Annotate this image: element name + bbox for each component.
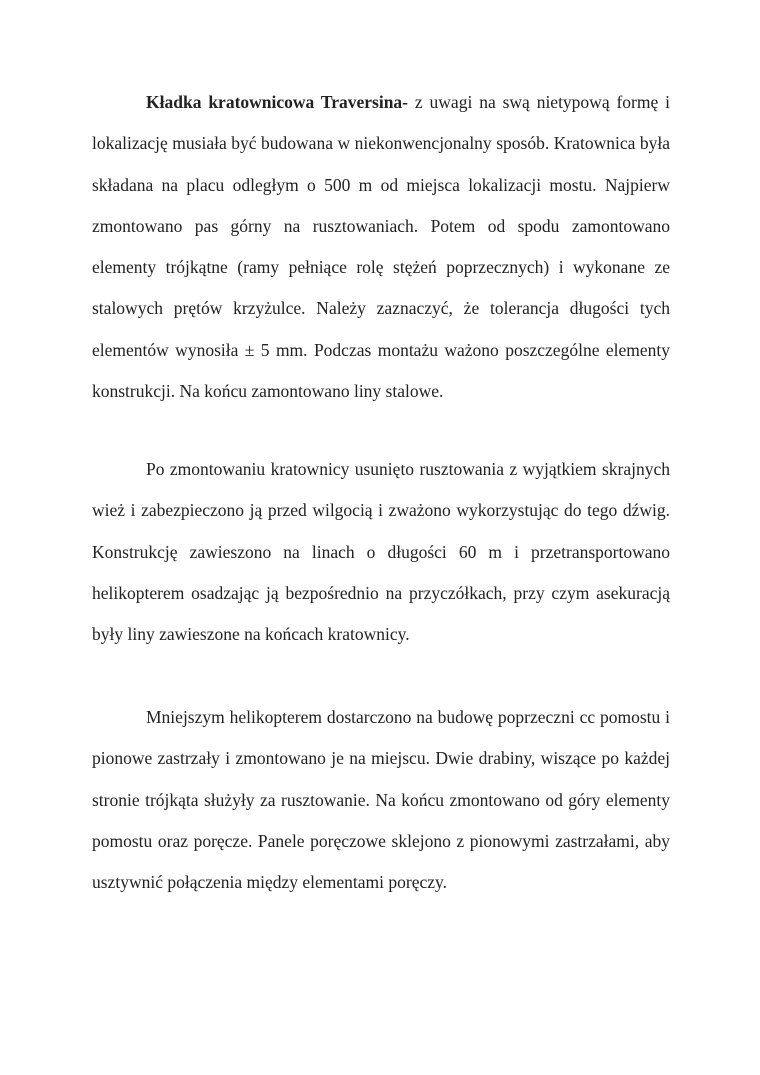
paragraph-1-text: z uwagi na swą nietypową formę i lokalizację musiała być budowana w niekonwencjonalny sposób. Kratownica była składana na placu odległym o 500 m od miejsca lokalizacji mostu. Najpierw zmontowano pas górny na rusztowaniach. Potem od spodu zamontowano elementy trójkątne (ramy pełniące rolę stężeń poprzecznych) i wykonane ze stalowych prętów krzyżulce. Należy zaznaczyć, że tolerancja długości tych elementów wynosiła ± 5 mm. Podczas montażu ważono poszczególne elementy konstrukcji. Na końcu zamontowano liny stalowe.	[92, 92, 671, 402]
paragraph-1	[92, 82, 670, 412]
paragraph-3	[92, 697, 670, 903]
paragraph-2-text: Po zmontowaniu kratownicy usunięto rusztowania z wyjątkiem skrajnych wież i zabezpieczono ją przed wilgocią i zważono wykorzystując do tego dźwig. Konstrukcję zawieszono na linach o długości 60 m i przetransportowano helikopterem osadzając ją bezpośrednio na przyczółkach, przy czym asekuracją były liny zawieszone na końcach kratownicy.	[92, 459, 670, 645]
paragraph-1-title: Kładka kratownicowa Traversina-	[146, 92, 409, 112]
paragraph-2	[92, 449, 670, 655]
paragraph-3-text: Mniejszym helikopterem dostarczono na budowę poprzeczni cc pomostu i pionowe zastrzały i zmontowano je na miejscu. Dwie drabiny, wiszące po każdej stronie trójkąta służyły za rusztowanie. Na końcu zmontowano od góry elementy pomostu oraz poręcze. Panele poręczowe sklejono z pionowymi zastrzałami, aby usztywnić połączenia między elementami poręczy.	[92, 707, 670, 893]
